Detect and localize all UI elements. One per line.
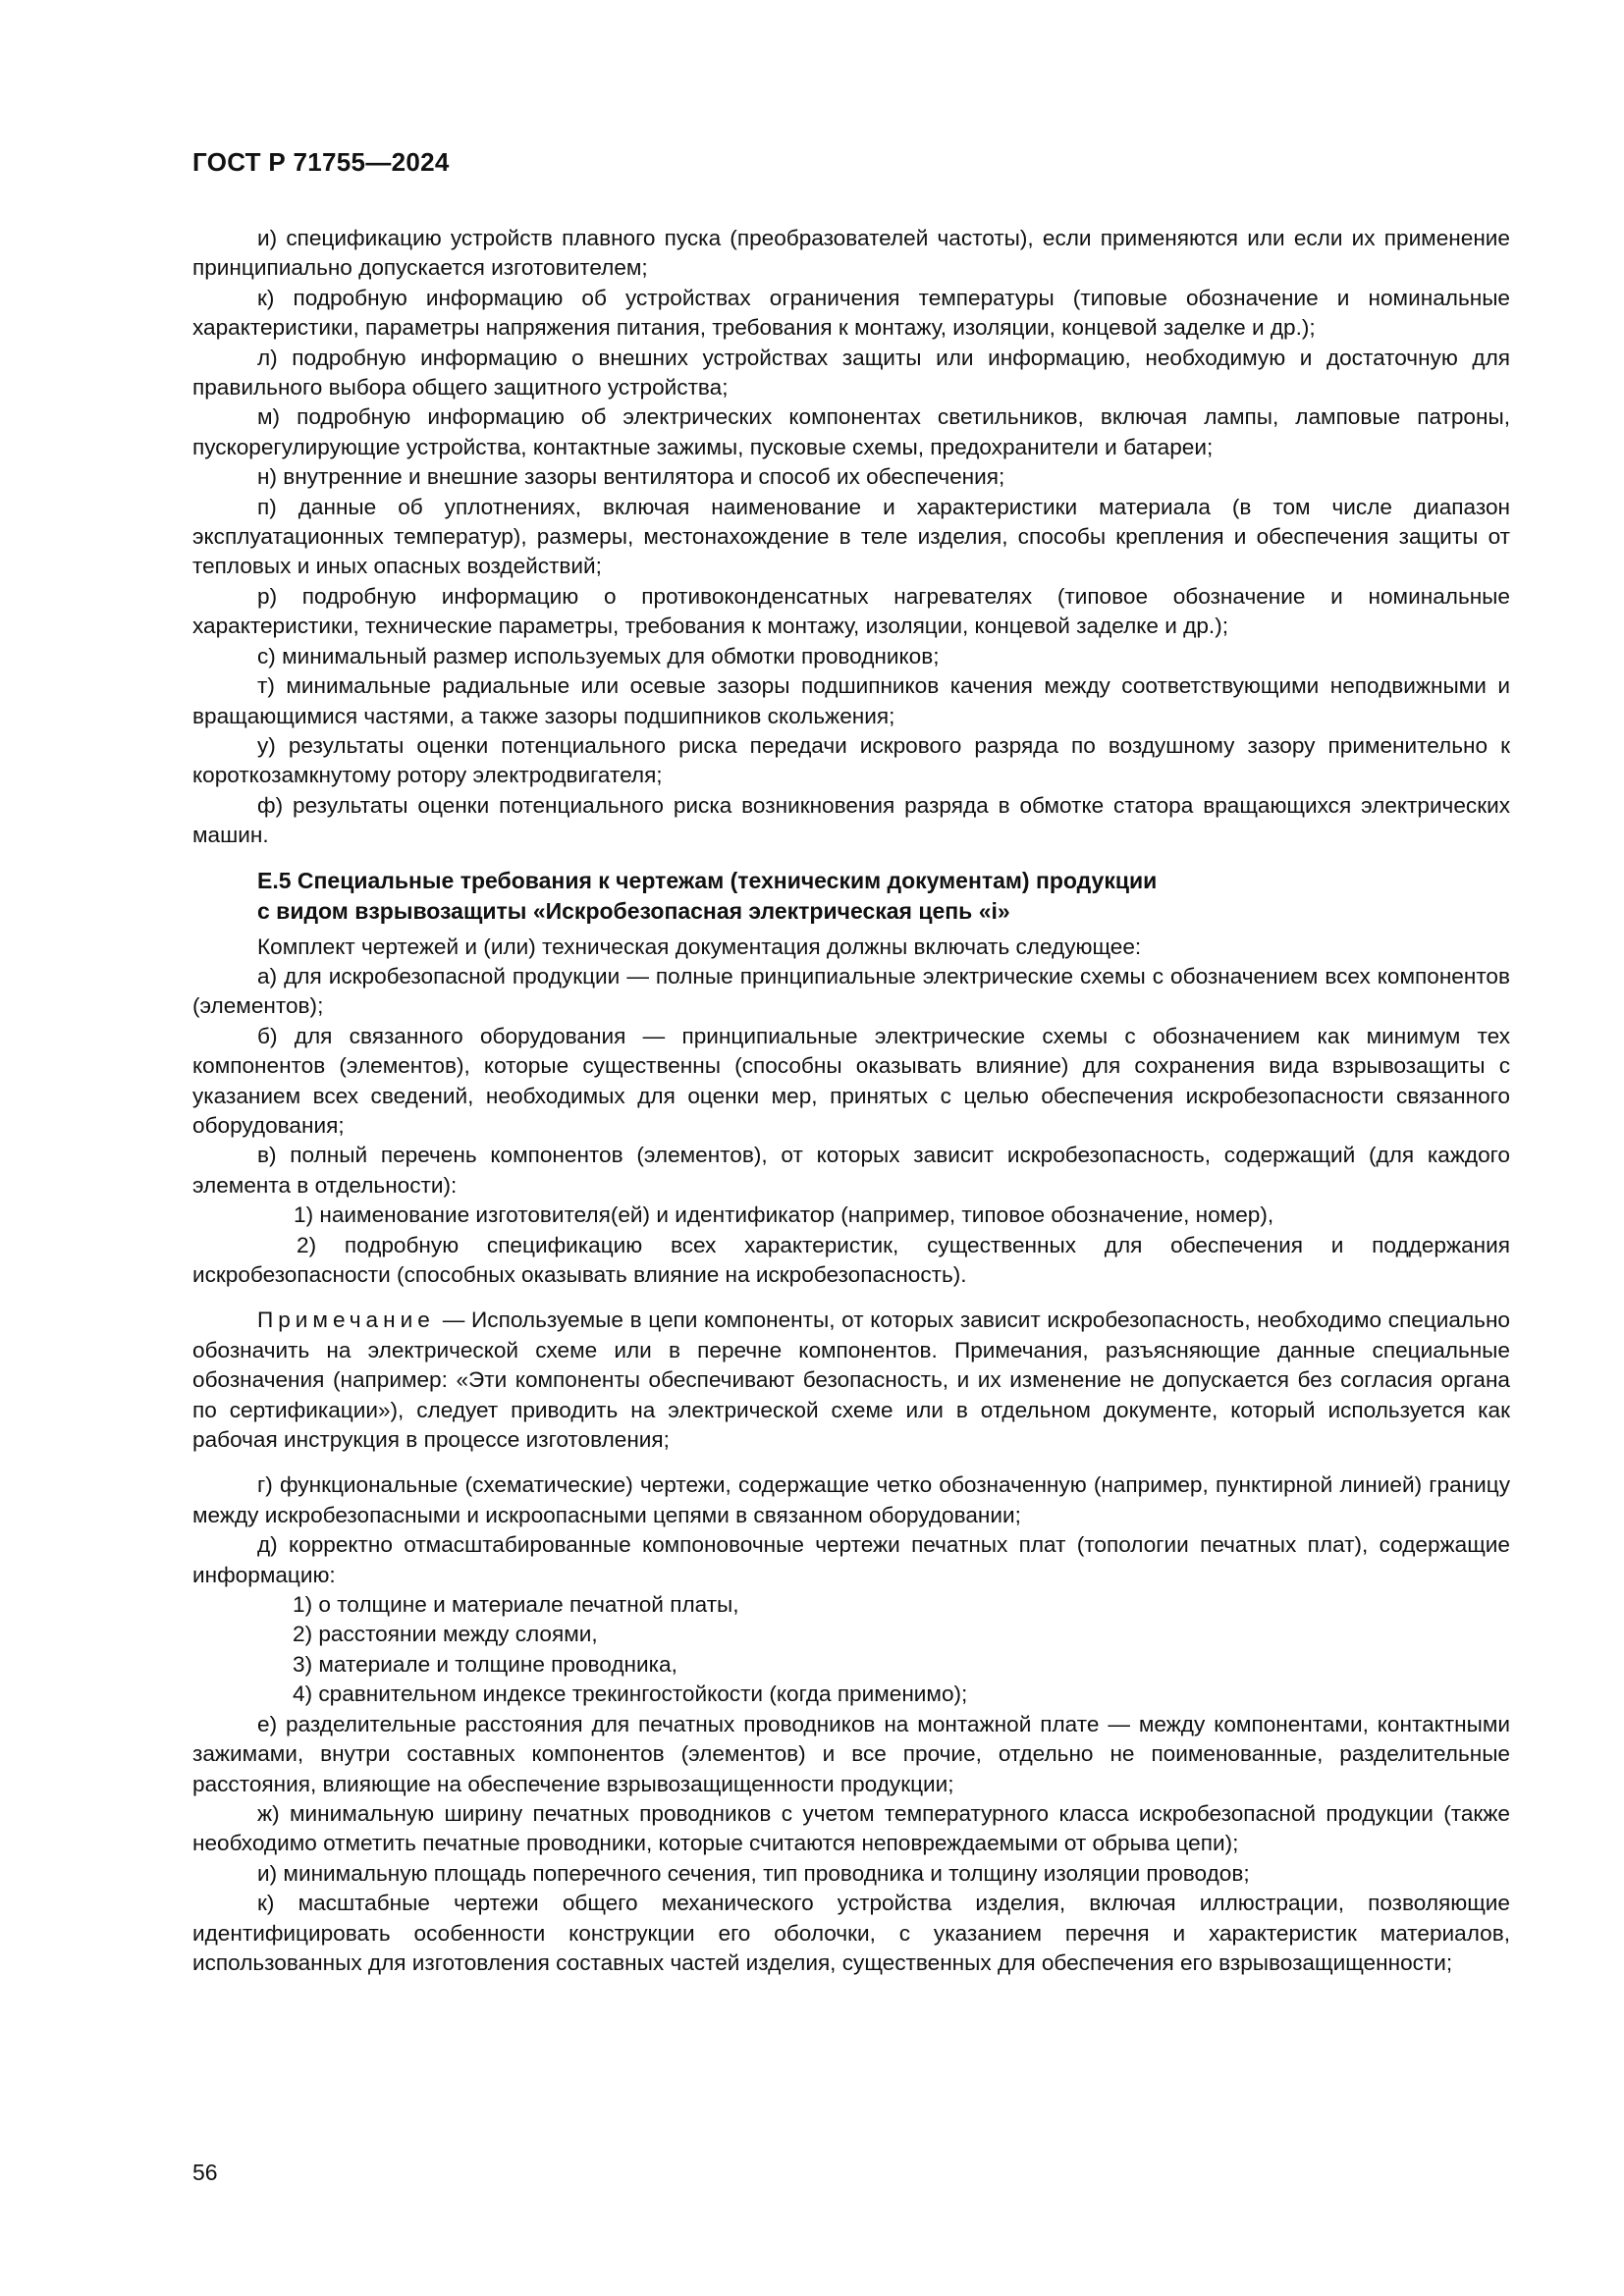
sub-list-item: 3) материале и толщине проводника, [293, 1651, 677, 1677]
list-item: с) минимальный размер используемых для обмотки проводников; [257, 643, 940, 668]
note-text: — Используемые в цепи компоненты, от которых зависит искробезопасность, необходимо специально обозначить на электрической схеме или в перечне компонентов. Примечания, разъясняющие данные специальные обозначения (например: «Эти компоненты обеспечивают безопасность, и их изменение не допускается без согласия органа по сертификации»), следует приводить на электрической схеме или в отдельном документе, который используется как рабочая инструкция в процессе изготовления; [192, 1308, 1510, 1453]
sub-list-item: 1) наименование изготовителя(ей) и идентификатор (например, типовое обозначение, номер), [294, 1202, 1274, 1228]
page-number: 56 [192, 2160, 218, 2185]
sub-list-item: 4) сравнительном индексе трекингостойкости (когда применимо); [293, 1682, 968, 1707]
list-item: и) спецификацию устройств плавного пуска (преобразователей частоты), если применяются или если их применение принципиально допускается изготовителем; [192, 226, 1510, 281]
list-item: р) подробную информацию о противоконденсатных нагревателях (типовое обозначение и номинальные характеристики, технические параметры, требования к монтажу, изоляции, концевой заделке и др.); [192, 583, 1510, 639]
note-label: Примечание [257, 1308, 435, 1333]
list-item: п) данные об уплотнениях, включая наименование и характеристики материала (в том числе диапазон эксплуатационных температур), размеры, местонахождение в теле изделия, способы крепления и обеспечения защиты от тепловых и иных опасных воздействий; [192, 494, 1510, 579]
list-item: б) для связанного оборудования — принципиальные электрические схемы с обозначением как минимум тех компонентов (элементов), которые существенны (способны оказывать влияние) для сохранения вида взрывозащиты с указанием всех сведений, необходимых для оценки мер, принятых с целью обеспечения искробезопасности связанного оборудования; [192, 1023, 1510, 1138]
sub-list-item: 1) о толщине и материале печатной платы, [293, 1592, 739, 1618]
section-heading [192, 866, 1510, 927]
section-heading-line: с видом взрывозащиты «Искробезопасная электрическая цепь «i» [257, 897, 1010, 924]
document-header: ГОСТ Р 71755—2024 [192, 147, 450, 177]
list-item: е) разделительные расстояния для печатных проводников на монтажной плате — между компонентами, контактными зажимами, внутри составных компонентов (элементов) и все прочие, отдельно не поименованные, разделительные расстояния, влияющие на обеспечение взрывозащищенности продукции; [192, 1711, 1510, 1796]
section-heading-line: Е.5 Специальные требования к чертежам (техническим документам) продукции [257, 867, 1158, 893]
list-item: т) минимальные радиальные или осевые зазоры подшипников качения между соответствующими неподвижными и вращающимися частями, а также зазоры подшипников скольжения; [192, 673, 1510, 728]
list-item: к) подробную информацию об устройствах ограничения температуры (типовые обозначение и номинальные характеристики, параметры напряжения питания, требования к монтажу, изоляции, концевой заделке и др.); [192, 285, 1510, 341]
list-item: в) полный перечень компонентов (элементов), от которых зависит искробезопасность, содержащий (для каждого элемента в отдельности): [192, 1143, 1510, 1198]
list-item: ж) минимальную ширину печатных проводников с учетом температурного класса искробезопасной продукции (также необходимо отметить печатные проводники, которые считаются неповреждаемыми от обрыва цепи); [192, 1800, 1510, 1856]
list-item: л) подробную информацию о внешних устройствах защиты или информацию, необходимую и достаточную для правильного выбора общего защитного устройства; [192, 345, 1510, 400]
list-item: ф) результаты оценки потенциального риска возникновения разряда в обмотке статора вращающихся электрических машин. [192, 792, 1510, 848]
sub-list-item: 2) подробную спецификацию всех характеристик, существенных для обеспечения и поддержания искробезопасности (способных оказывать влияние на искробезопасность). [192, 1232, 1510, 1287]
note-block [192, 1306, 1510, 1455]
list-item: н) внутренние и внешние зазоры вентилятора и способ их обеспечения; [257, 464, 1005, 490]
list-item: г) функциональные (схематические) чертежи, содержащие четко обозначенную (например, пунктирной линией) границу между искробезопасными и искроопасными цепями в связанном оборудовании; [192, 1472, 1510, 1527]
list-item: и) минимальную площадь поперечного сечения, тип проводника и толщину изоляции проводов; [257, 1860, 1250, 1886]
list-item: м) подробную информацию об электрических компонентах светильников, включая лампы, ламповые патроны, пускорегулирующие устройства, контактные зажимы, пусковые схемы, предохранители и батареи; [192, 404, 1510, 459]
list-item: а) для искробезопасной продукции — полные принципиальные электрические схемы с обозначением всех компонентов (элементов); [192, 963, 1510, 1019]
list-item: д) корректно отмасштабированные компоновочные чертежи печатных плат (топологии печатных плат), содержащие информацию: [192, 1532, 1510, 1587]
document-body [192, 224, 1510, 1978]
list-item: у) результаты оценки потенциального риска передачи искрового разряда по воздушному зазору применительно к короткозамкнутому ротору электродвигателя; [192, 732, 1510, 788]
intro-paragraph: Комплект чертежей и (или) техническая документация должны включать следующее: [257, 934, 1142, 959]
sub-list-item: 2) расстоянии между слоями, [293, 1622, 598, 1647]
list-item: к) масштабные чертежи общего механического устройства изделия, включая иллюстрации, позволяющие идентифицировать особенности конструкции его оболочки, с указанием перечня и характеристик материалов, использованных для изготовления составных частей изделия, существенных для обеспечения его взрывозащищенности; [192, 1891, 1510, 1975]
